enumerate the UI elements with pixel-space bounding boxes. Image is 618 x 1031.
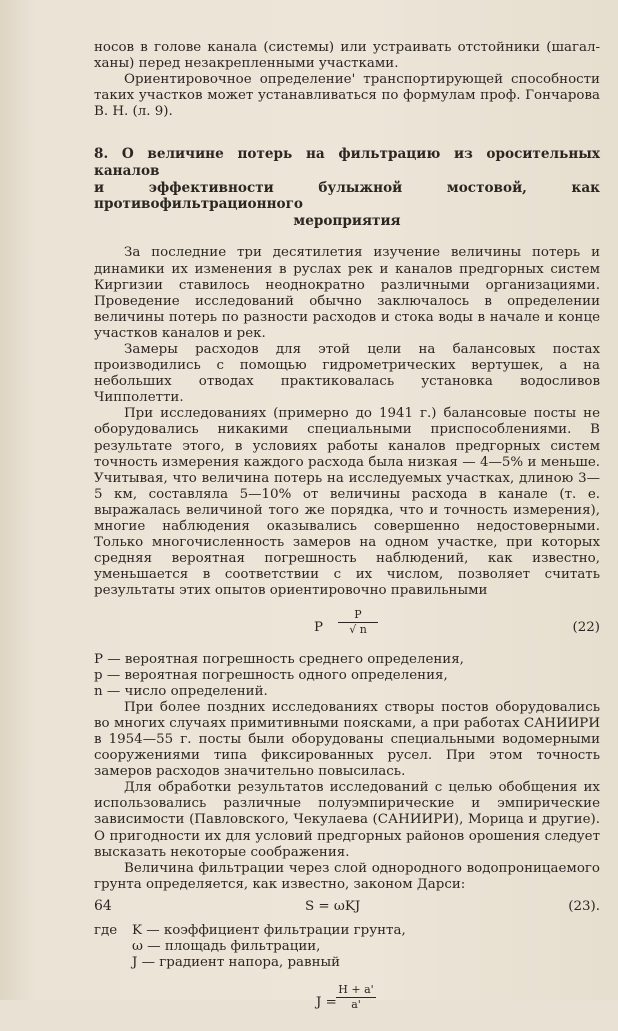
page-number: 64 (94, 898, 112, 914)
formula-j (94, 983, 600, 1031)
paragraph: Ориентировочное определение' транспортирующей способности таких участков может устанавливаться по формулам проф. Гончарова В. Н. (л. 9). (94, 72, 600, 120)
definition-item: P — вероятная погрешность среднего определения, (94, 651, 464, 667)
formula-23 (94, 893, 600, 923)
paragraph: При исследованиях (примерно до 1941 г.) балансовые посты не оборудовались никакими специальными приспособлениями. В результате этого, в условиях работы каналов предгорных систем точность измерения каждого расхода была низкая — 4—5% и меньше. Учитывая, что величина потерь на исследуемых участках, длиною 3—5 км, составляла 5—10% от величины расхода в канале (т. е. выражалась величиной того же порядка, что и точность измерения), многие наблюдения оказывались совершенно недостоверными. Только многочисленность замеров на одном участке, при которых средняя вероятная погрешность наблюдений, как известно, уменьшается в соответствии с их числом, позволяет считать результаты этих опытов ориентировочно правильными (94, 406, 600, 599)
where-item: J — градиент напора, равный (132, 955, 341, 971)
where-label: где (94, 922, 118, 938)
formula-numerator: H + a' (336, 983, 376, 998)
formula-22 (94, 608, 600, 652)
definition-item: p — вероятная погрешность одного определения, (94, 667, 448, 683)
paragraph: При более поздних исследованиях створы постов оборудовались во многих случаях примитивными поясками, а при работах САНИИРИ в 1954—55 г. посты были оборудованы специальными водомерными сооружениями типа фиксированных русел. При этом точность замеров расходов значительно повысилась. (94, 699, 600, 780)
definition-item: n — число определений. (94, 683, 268, 699)
heading-line: мероприятия (293, 212, 401, 229)
paragraph: Величина фильтрации через слой однородного водопроницаемого грунта определяется, как известно, законом Дарси: (94, 860, 600, 892)
formula-lhs: J = (316, 995, 337, 1011)
formula-denominator: √ n (349, 622, 367, 636)
formula-numerator: P (338, 608, 378, 623)
heading-line: 8. О величине потерь на фильтрацию из оросительных каналов (94, 146, 600, 180)
paragraph: Для обработки результатов исследований с целью обобщения их использовались различные полуэмпирические и эмпирические зависимости (Павловского, Чекулаева (САНИИРИ), Морица и другие). О пригодности их для условий предгорных районов орошения следует высказать некоторые соображения. (94, 780, 600, 860)
formula-denominator: a' (351, 998, 361, 1012)
paragraph: За последние три десятилетия изучение величины потерь и динамики их изменения в руслах рек и каналов предгорных систем Киргизии ставилось неоднократно различными организациями. Проведение исследований обычно заключалось в определении величины потерь по разности расходов и стока воды в начале и конце участков каналов и рек. (94, 245, 600, 341)
formula-fraction (336, 983, 376, 1012)
text-line: носов в голове канала (системы) или устраивать отстойники (шагал- (94, 40, 600, 55)
where-block (94, 923, 600, 971)
formula-lhs: P (314, 619, 324, 635)
equation-number: (22) (572, 619, 600, 635)
text-column (94, 40, 600, 1031)
section-heading (94, 146, 600, 229)
paragraph: Замеры расходов для этой цели на балансовых постах производились с помощью гидрометрических вертушек, а на небольших отводах практиковалась установка водосливов Чипполетти. (94, 342, 600, 406)
definitions-list (94, 652, 600, 700)
where-item: ω — площадь фильтрации, (132, 939, 321, 954)
equation-number: (23). (568, 898, 600, 914)
text-line: ханы) перед незакрепленными участками. (94, 56, 399, 72)
where-item: K — коэффициент фильтрации грунта, (132, 922, 406, 938)
heading-line: и эффективности булыжной мостовой, как противофильтрационного (94, 179, 600, 213)
formula-expression: S = ωKJ (305, 898, 361, 914)
formula-fraction (338, 608, 378, 637)
